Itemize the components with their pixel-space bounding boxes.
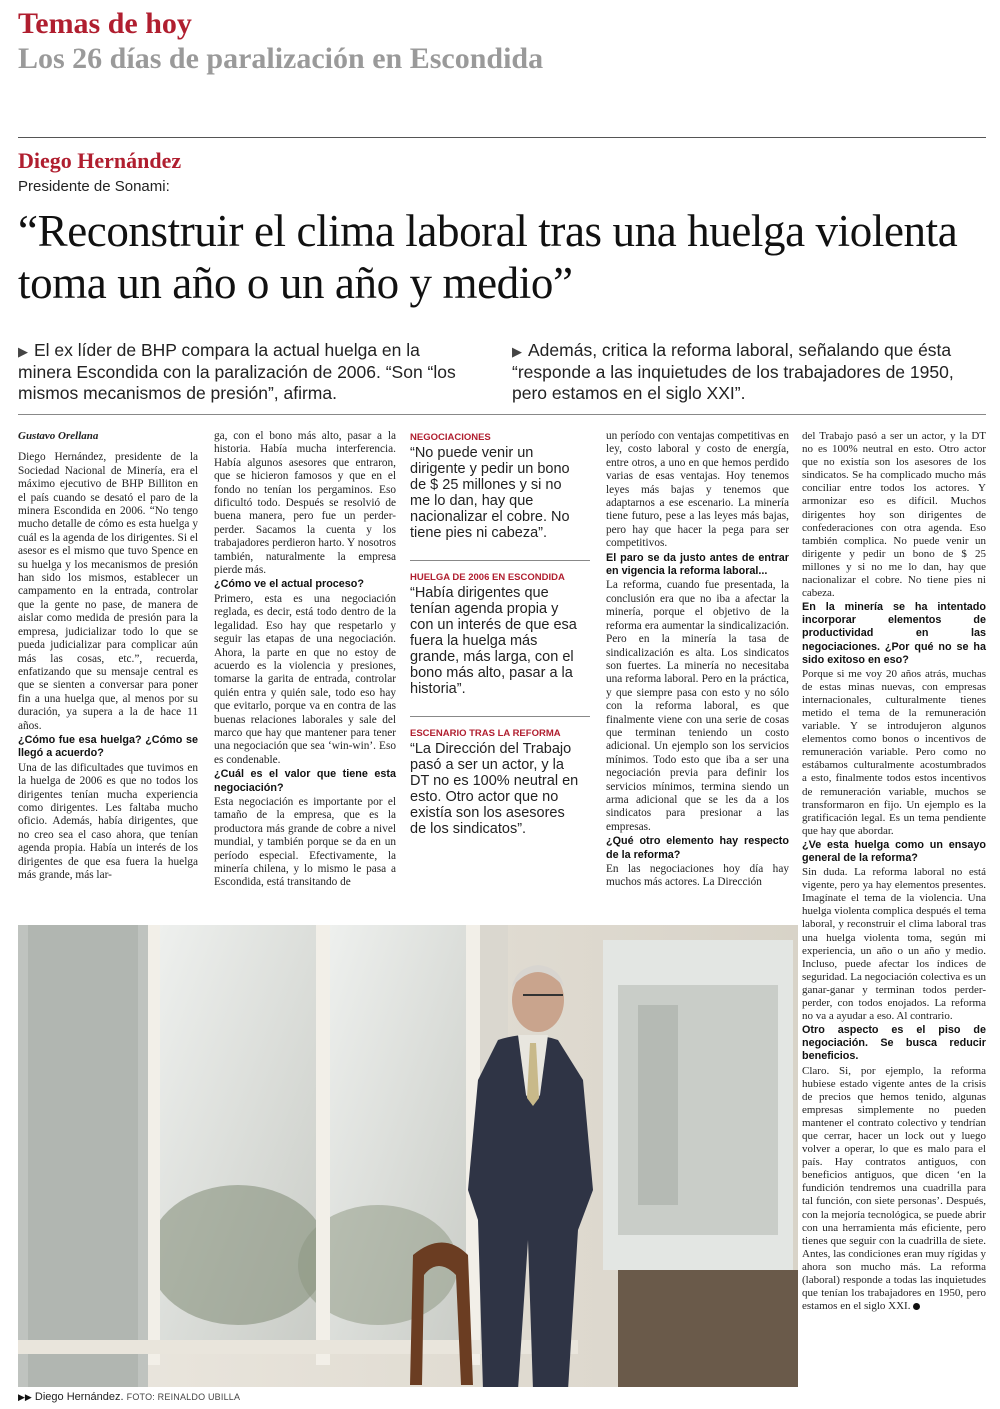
quote-divider bbox=[410, 560, 590, 561]
paragraph: Porque si me voy 20 años atrás, muchas de estas minas nuevas, con empresas internacionales, culturalmente tienes metido el tema de la remuneración variable. Y se introdujeron algunos elementos como bonos o incentivos de remuneración variable. Pero como no estábamos culturalmente acostumbrados a esto, finalmente todos estos incentivos de remuneración variable, muchos se transformaron en fijo. Un ejemplo es la gratificación legal. Es un tema pendiente que hay que abordar. bbox=[802, 667, 986, 837]
article-column-5 bbox=[802, 430, 986, 1314]
end-mark-icon bbox=[913, 1303, 920, 1310]
pull-quote-text: “Había dirigentes que tenían agenda propia y con un interés de que esa fuera la huelga más grande, más larga, con el bono más alto, pasar a la historia”. bbox=[410, 585, 577, 697]
final-paragraph-text: Claro. Si, por ejemplo, la reforma hubiese estado vigente antes de la crisis de precios que hemos tenido, algunas empresas simplemente no pueden mantener el contrato colectivo y tendrían que cerrar, hacer un lock out y luego volver a operar, lo que es malo para el país. Hay contratos antiguos, con beneficios antiguos, que dicen ‘en la fundición tendremos una cuadrilla para tal función, con siete personas’. Después, con la mejoría tecnológica, se puede abrir con una herramienta más eficiente, pero tienes que seguir con la cuadrilla de siete. Antes, las condiciones eran muy rígidas y ahora son mucho más. La reforma (laboral) responde a todas las inquietudes que tenían los trabajadores en 1950, pero estamos en el siglo XXI. bbox=[802, 1064, 986, 1313]
article-photo bbox=[18, 925, 798, 1387]
question: El paro se da justo antes de entrar en vigencia la reforma laboral... bbox=[606, 551, 789, 578]
question: En la minería se ha intentado incorporar elementos de productividad en las negociaciones. ¿Por qué no se ha sido exitoso en eso? bbox=[802, 601, 986, 666]
pull-quote-head: HUELGA DE 2006 EN ESCONDIDA bbox=[410, 572, 565, 583]
article-column-4 bbox=[606, 430, 789, 891]
quote-divider bbox=[410, 716, 590, 717]
paragraph: un período con ventajas competitivas en ley, costo laboral y costo de energía, entre otros, a uno en que hemos perdido varias de esas ventajas. Hoy tenemos leyes más bajas y tenemos que adaptarnos a ese escenario. La minería tiene futuro, pese a las leyes más bajas, pero hay que hacer la pega para ser competitivos. bbox=[606, 430, 789, 550]
paragraph: ga, con el bono más alto, pasar a la historia. Había mucha interferencia. Había algunos asesores que entraron, que se hicieron famosos y que en el fondo no tenían los pergaminos. Eso dificultó todo. Después se resolvió de buena manera, pero fue un perder-perder. Sacamos la cuenta y los trabajadores perdieron harto. Y nosotros también, naturalmente la empresa pierde más. bbox=[214, 430, 396, 577]
triangle-bullet-icon: ▶ bbox=[512, 344, 522, 359]
paragraph: Diego Hernández, presidente de la Sociedad Nacional de Minería, era el máximo ejecutivo de BHP Billiton en el país cuando se desató el paro de la minera Escondida en 2006. “No tengo mucho detalle de cómo es esta huelga y cuál es la agenda de los dirigentes. Si el asesor es el mismo que tuvo Spence en su huelga y los mecanismos de presión han sido los mismos, establecer un campamento en la entrada, controlar que la gente no pase, de manera de aislar como medida de presión para la empresa, judicializar todo lo que se pueda judicializar para complicar aún más las cosas, etc.”, recuerda, enfatizando que su mensaje central es que se sienten a conversar para poner fin a una huelga que, al menos por su duración, ya supera a la de hace 11 años. bbox=[18, 451, 198, 732]
photo-illustration bbox=[18, 925, 798, 1387]
pull-quote-head: ESCENARIO TRAS LA REFORMA bbox=[410, 728, 561, 739]
lead-2 bbox=[512, 340, 982, 404]
lead-2-text: Además, critica la reforma laboral, señalando que ésta “responde a las inquietudes de los trabajadores de 1950, pero estamos en el siglo XXI”. bbox=[512, 340, 954, 403]
paragraph: Esta negociación es importante por el tamaño de la empresa, que es la productora más grande de cobre a nivel mundial, y también porque se da en un período especial. Efectivamente, la minería chilena, y lo mismo le pasa a Escondida, está transitando de bbox=[214, 795, 396, 889]
top-divider bbox=[18, 137, 986, 138]
double-arrow-icon: ▶▶ bbox=[18, 1392, 32, 1402]
paragraph: En las negociaciones hoy día hay muchos más actores. La Dirección bbox=[606, 863, 789, 889]
section-title: Temas de hoy bbox=[18, 7, 192, 40]
lead-divider bbox=[18, 414, 986, 415]
triangle-bullet-icon: ▶ bbox=[18, 344, 28, 359]
lead-1-text: El ex líder de BHP compara la actual huelga en la minera Escondida con la paralización de 2006. “Son “los mismos mecanismos de presión”, afirma. bbox=[18, 340, 456, 403]
pull-quote-head: NEGOCIACIONES bbox=[410, 432, 491, 443]
paragraph bbox=[802, 1065, 986, 1314]
article-column-2 bbox=[214, 430, 396, 891]
paragraph: La reforma, cuando fue presentada, la conclusión era que no iba a afectar la minería, porque el objetivo de la reforma era aumentar la sindicalización. Pero en la minería la tasa de sindicalización es alta. Los sindicatos son fuertes. La minería no necesitaba una reforma laboral. Pero en la práctica, y que siempre pasa con esto y no sólo con la reforma laboral, es que finalmente viene con una serie de cosas que terminan teniendo un costo adicional. Un ejemplo son los servicios mínimos. Todo esto que iba a ser una negociación previa para definir los servicios mínimos, termina siendo un arma adicional que se les da a los sindicatos para presionar a las empresas. bbox=[606, 579, 789, 833]
interviewee-name: Diego Hernández bbox=[18, 148, 182, 173]
pull-quote-text: “No puede venir un dirigente y pedir un bono de $ 25 millones y si no me lo dan, hay que nacionalizar el cobre. No tiene pies ni cabeza”. bbox=[410, 445, 570, 541]
paragraph: Sin duda. La reforma laboral no está vigente, pero ya hay elementos presentes. Imagínate el tema de la violencia. Una huelga violenta complica después el tema laboral, y reconstruir el clima laboral tras una huelga violenta toma, según mi experiencia, un año o un año y medio. Incluso, puede afectar los índices de seguridad. La negociación colectiva es un ganar-ganar y terminan todos perder-perder, con todos enojados. La reforma no va a ayudar a eso. Al contrario. bbox=[802, 866, 986, 1023]
byline: Gustavo Orellana bbox=[18, 430, 99, 442]
photo-caption bbox=[18, 1391, 240, 1403]
question: ¿Cómo ve el actual proceso? bbox=[214, 578, 364, 591]
pull-quote-text: “La Dirección del Trabajo pasó a ser un actor, y la DT no es 100% neutral en esto. Otro actor que no existía son los asesores de los sindicatos”. bbox=[410, 741, 579, 837]
section-subtitle: Los 26 días de paralización en Escondida bbox=[18, 42, 544, 75]
question: Otro aspecto es el piso de negociación. Se busca reducir beneficios. bbox=[802, 1024, 986, 1063]
question: ¿Cuál es el valor que tiene esta negociación? bbox=[214, 768, 396, 794]
paragraph: Una de las dificultades que tuvimos en la huelga de 2006 es que no todos los dirigentes tenían mucha experiencia como dirigentes. Les faltaba mucho oficio. Además, había dirigentes, que no creo sea el caso ahora, que tenían agenda propia. Había un interés de los dirigentes de que esa fuera la huelga más grande, más lar- bbox=[18, 761, 198, 881]
question: ¿Qué otro elemento hay respecto de la reforma? bbox=[606, 835, 789, 861]
photo-credit: FOTO: REINALDO UBILLA bbox=[126, 1392, 241, 1402]
lead-1 bbox=[18, 340, 478, 404]
question: ¿Cómo fue esa huelga? ¿Cómo se llegó a acuerdo? bbox=[18, 733, 198, 760]
pull-quote-3 bbox=[410, 728, 580, 837]
headline: “Reconstruir el clima laboral tras una huelga violenta toma un año o un año y medio” bbox=[18, 206, 958, 308]
question: ¿Ve esta huelga como un ensayo general de la reforma? bbox=[802, 838, 986, 864]
pull-quote-2 bbox=[410, 572, 580, 697]
interviewee-role: Presidente de Sonami: bbox=[18, 178, 170, 195]
article-column-1 bbox=[18, 430, 198, 883]
paragraph: del Trabajo pasó a ser un actor, y la DT no es 100% neutral en esto. Otro actor que no existía son los asesores de los sindicatos. Se ha complicado mucho más conciliar entre todos los actores. Y armonizar eso es difícil. Muchos dirigentes hoy son dirigentes de confederaciones con otra agenda. Eso también complica. No puede venir un dirigente y pedir un bono de $ 25 millones y si no me lo dan, hay que nacionalizar el cobre. No tiene pies ni cabeza. bbox=[802, 430, 986, 600]
pull-quote-1 bbox=[410, 432, 580, 541]
caption-name: Diego Hernández. bbox=[34, 1391, 124, 1403]
paragraph: Primero, esta es una negociación reglada, es decir, está todo dentro de la legalidad. Eso hay que respetarlo y seguir las etapas de una negociación. Ahora, la parte en que no estoy de acuerdo es la violencia y presiones, tomarse la garita de entrada, controlar quién entra y quién sale, todo eso hay que evitarlo, porque va en contra de las buenas relaciones laborales y sale del marco que hay que mantener para tener una negociación que sea ‘win-win’. Eso es condenable. bbox=[214, 592, 396, 766]
